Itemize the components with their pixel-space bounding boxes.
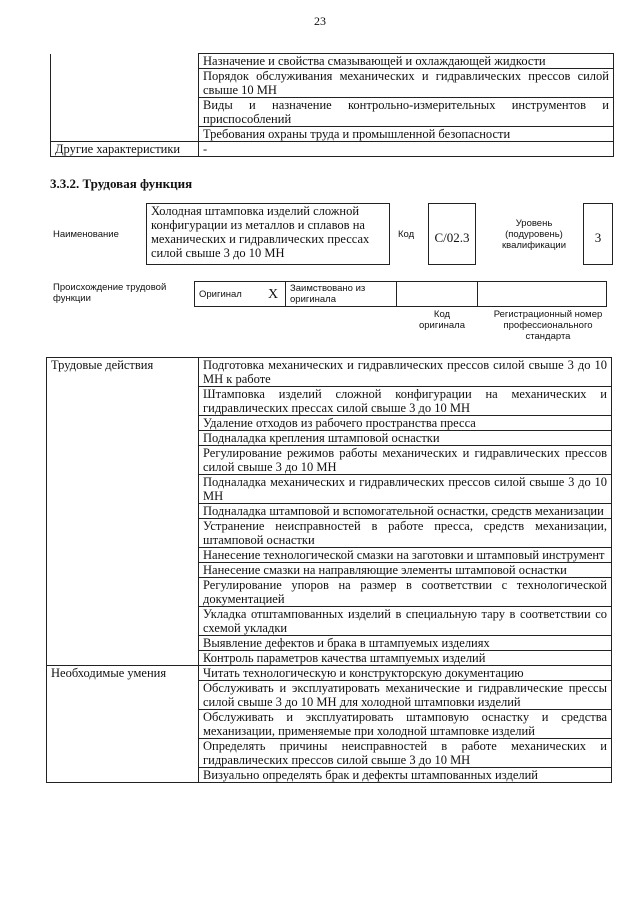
code-value-box: C/02.3 xyxy=(428,203,476,265)
labor-action-item: Подналадка механических и гидравлических прессов силой свыше 3 до 10 МН xyxy=(199,475,612,504)
origin-table xyxy=(194,281,607,307)
page-number: 23 xyxy=(314,14,326,28)
registration-number-cell xyxy=(478,282,607,307)
labor-action-item: Регулирование упоров на размер в соответствии с технологической документацией xyxy=(199,578,612,607)
other-characteristics-label: Другие характеристики xyxy=(51,142,199,157)
code-original-caption: Код оригинала xyxy=(418,309,465,331)
labor-action-item: Штамповка изделий сложной конфигурации на механических и гидравлических прессах силой свыше 3 до 10 МН xyxy=(199,387,612,416)
labor-action-item: Подналадка крепления штамповой оснастки xyxy=(199,431,612,446)
original-code-cell xyxy=(397,282,478,307)
level-label: Уровень (подуровень) квалификации xyxy=(501,218,567,251)
skill-item: Читать технологическую и конструкторскую документацию xyxy=(199,666,612,681)
labor-action-item: Укладка отштампованных изделий в специальную тару в соответствии со схемой укладки xyxy=(199,607,612,636)
origin-label: Происхождение трудовой функции xyxy=(53,282,167,304)
labor-action-item: Выявление дефектов и брака в штампуемых изделиях xyxy=(199,636,612,651)
knowledge-table-continuation xyxy=(50,53,614,157)
labor-action-item: Нанесение технологической смазки на заготовки и штамповый инструмент xyxy=(199,548,612,563)
registration-number-caption: Регистрационный номер профессионального стандарта xyxy=(493,309,603,342)
code-label: Код xyxy=(398,229,415,240)
knowledge-row: Порядок обслуживания механических и гидравлических прессов силой свыше 10 МН xyxy=(199,69,614,98)
skill-item: Обслуживать и эксплуатировать механические и гидравлические прессы силой свыше 3 до 10 МН для холодной штамповки изделий xyxy=(199,681,612,710)
labor-action-item: Контроль параметров качества штампуемых изделий xyxy=(199,651,612,666)
knowledge-row: Виды и назначение контрольно-измерительных инструментов и приспособлений xyxy=(199,98,614,127)
empty-label-cell xyxy=(51,54,199,142)
name-label: Наименование xyxy=(53,229,119,240)
labor-action-item: Устранение неисправностей в работе пресса, средств механизации, штамповой оснастки xyxy=(199,519,612,548)
labor-action-item: Подналадка штамповой и вспомогательной оснастки, средств механизации xyxy=(199,504,612,519)
labor-action-item: Нанесение смазки на направляющие элементы штамповой оснастки xyxy=(199,563,612,578)
labor-action-item: Подготовка механических и гидравлических прессов силой свыше 3 до 10 МН к работе xyxy=(199,358,612,387)
borrowed-label: Заимствовано из оригинала xyxy=(286,282,397,307)
skill-item: Определять причины неисправностей в работе механических и гидравлических прессов силой свыше 3 до 10 МН xyxy=(199,739,612,768)
function-name-box: Холодная штамповка изделий сложной конфигурации из металлов и сплавов на механических и гидравлических прессах силой свыше 3 до 10 МН xyxy=(146,203,390,265)
knowledge-row: Назначение и свойства смазывающей и охлаждающей жидкости xyxy=(199,54,614,69)
skill-item: Обслуживать и эксплуатировать штамповую оснастку и средства механизации, применяемые при холодной штамповке изделий xyxy=(199,710,612,739)
labor-function-table xyxy=(46,357,612,783)
labor-action-item: Удаление отходов из рабочего пространства пресса xyxy=(199,416,612,431)
level-value-box: 3 xyxy=(583,203,613,265)
original-label: Оригинал xyxy=(195,282,262,307)
knowledge-row: Требования охраны труда и промышленной безопасности xyxy=(199,127,614,142)
other-characteristics-value: - xyxy=(199,142,614,157)
skill-item: Визуально определять брак и дефекты штампованных изделий xyxy=(199,768,612,783)
skills-label: Необходимые умения xyxy=(47,666,199,783)
original-mark: X xyxy=(261,282,286,307)
labor-actions-label: Трудовые действия xyxy=(47,358,199,666)
labor-action-item: Регулирование режимов работы механических и гидравлических прессов силой свыше 3 до 10 МН xyxy=(199,446,612,475)
section-title: 3.3.2. Трудовая функция xyxy=(50,176,193,191)
